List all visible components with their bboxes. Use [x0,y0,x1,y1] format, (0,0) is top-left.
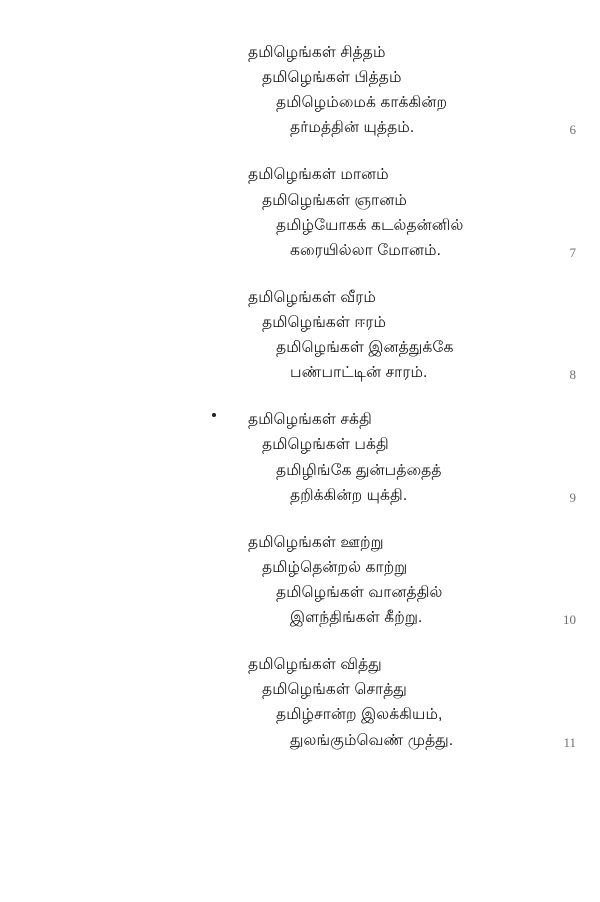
stanza [0,407,600,507]
verse-line: தமிழெங்கள் வானத்தில் [276,583,443,601]
verse-lines [0,530,600,630]
stanza-number: 7 [569,244,576,260]
verse-line: தமிழிங்கே துன்பத்தைத் [276,461,442,479]
verse-lines [0,407,600,507]
verse-line: தமிழெங்கள் சொத்து [262,681,407,699]
verse-line: தறிக்கின்ற யுக்தி. [290,486,408,504]
verse-line: கரையில்லா மோனம். [290,241,442,259]
verse-line: தமிழெங்கள் இனத்துக்கே [276,339,454,357]
verse-line: தமிழெங்கள் ஞானம் [262,191,407,209]
verse-lines [0,285,600,385]
stanza [0,162,600,262]
stanza [0,285,600,385]
verse-line: தமிழ்சான்ற இலக்கியம், [276,706,443,724]
verse-line: தமிழெங்கள் வித்து [248,656,382,674]
stanza-number: 6 [569,122,576,138]
verse-line: தர்மத்தின் யுத்தம். [290,119,415,137]
stanza [0,40,600,140]
verse-line: தமிழெங்கள் சித்தம் [248,44,386,61]
stanza-number: 8 [569,367,576,383]
verse-lines [0,652,600,752]
stanza-number: 10 [563,612,576,628]
verse-line: தமிழெங்கள் பக்தி [262,436,389,454]
verse-line: பண்பாட்டின் சாரம். [290,364,428,382]
stanza [0,530,600,630]
stanza [0,652,600,752]
verse-lines [0,162,600,262]
verse-line: துலங்கும்வெண் முத்து. [290,731,454,749]
page-bottom-space [0,775,600,895]
verse-line: தமிழெங்கள் பித்தம் [262,69,402,87]
verse-line: இளந்திங்கள் கீற்று. [290,609,423,627]
stanza-number: 9 [569,489,576,505]
verse-line: தமிழெங்கள் சக்தி [248,411,372,429]
verse-line: தமிழ்யோகக் கடல்தன்னில் [276,216,464,234]
verse-line: தமிழெம்மைக் காக்கின்ற [276,94,448,112]
verse-lines [0,40,600,140]
verse-line: தமிழ்தென்றல் காற்று [262,558,408,576]
verse-line: தமிழெங்கள் வீரம் [248,288,376,306]
verse-line: தமிழெங்கள் மானம் [248,166,389,184]
stanza-number: 11 [563,734,576,750]
verse-line: தமிழெங்கள் ஊற்று [248,533,384,551]
verse-line: தமிழெங்கள் ஈரம் [262,313,387,331]
